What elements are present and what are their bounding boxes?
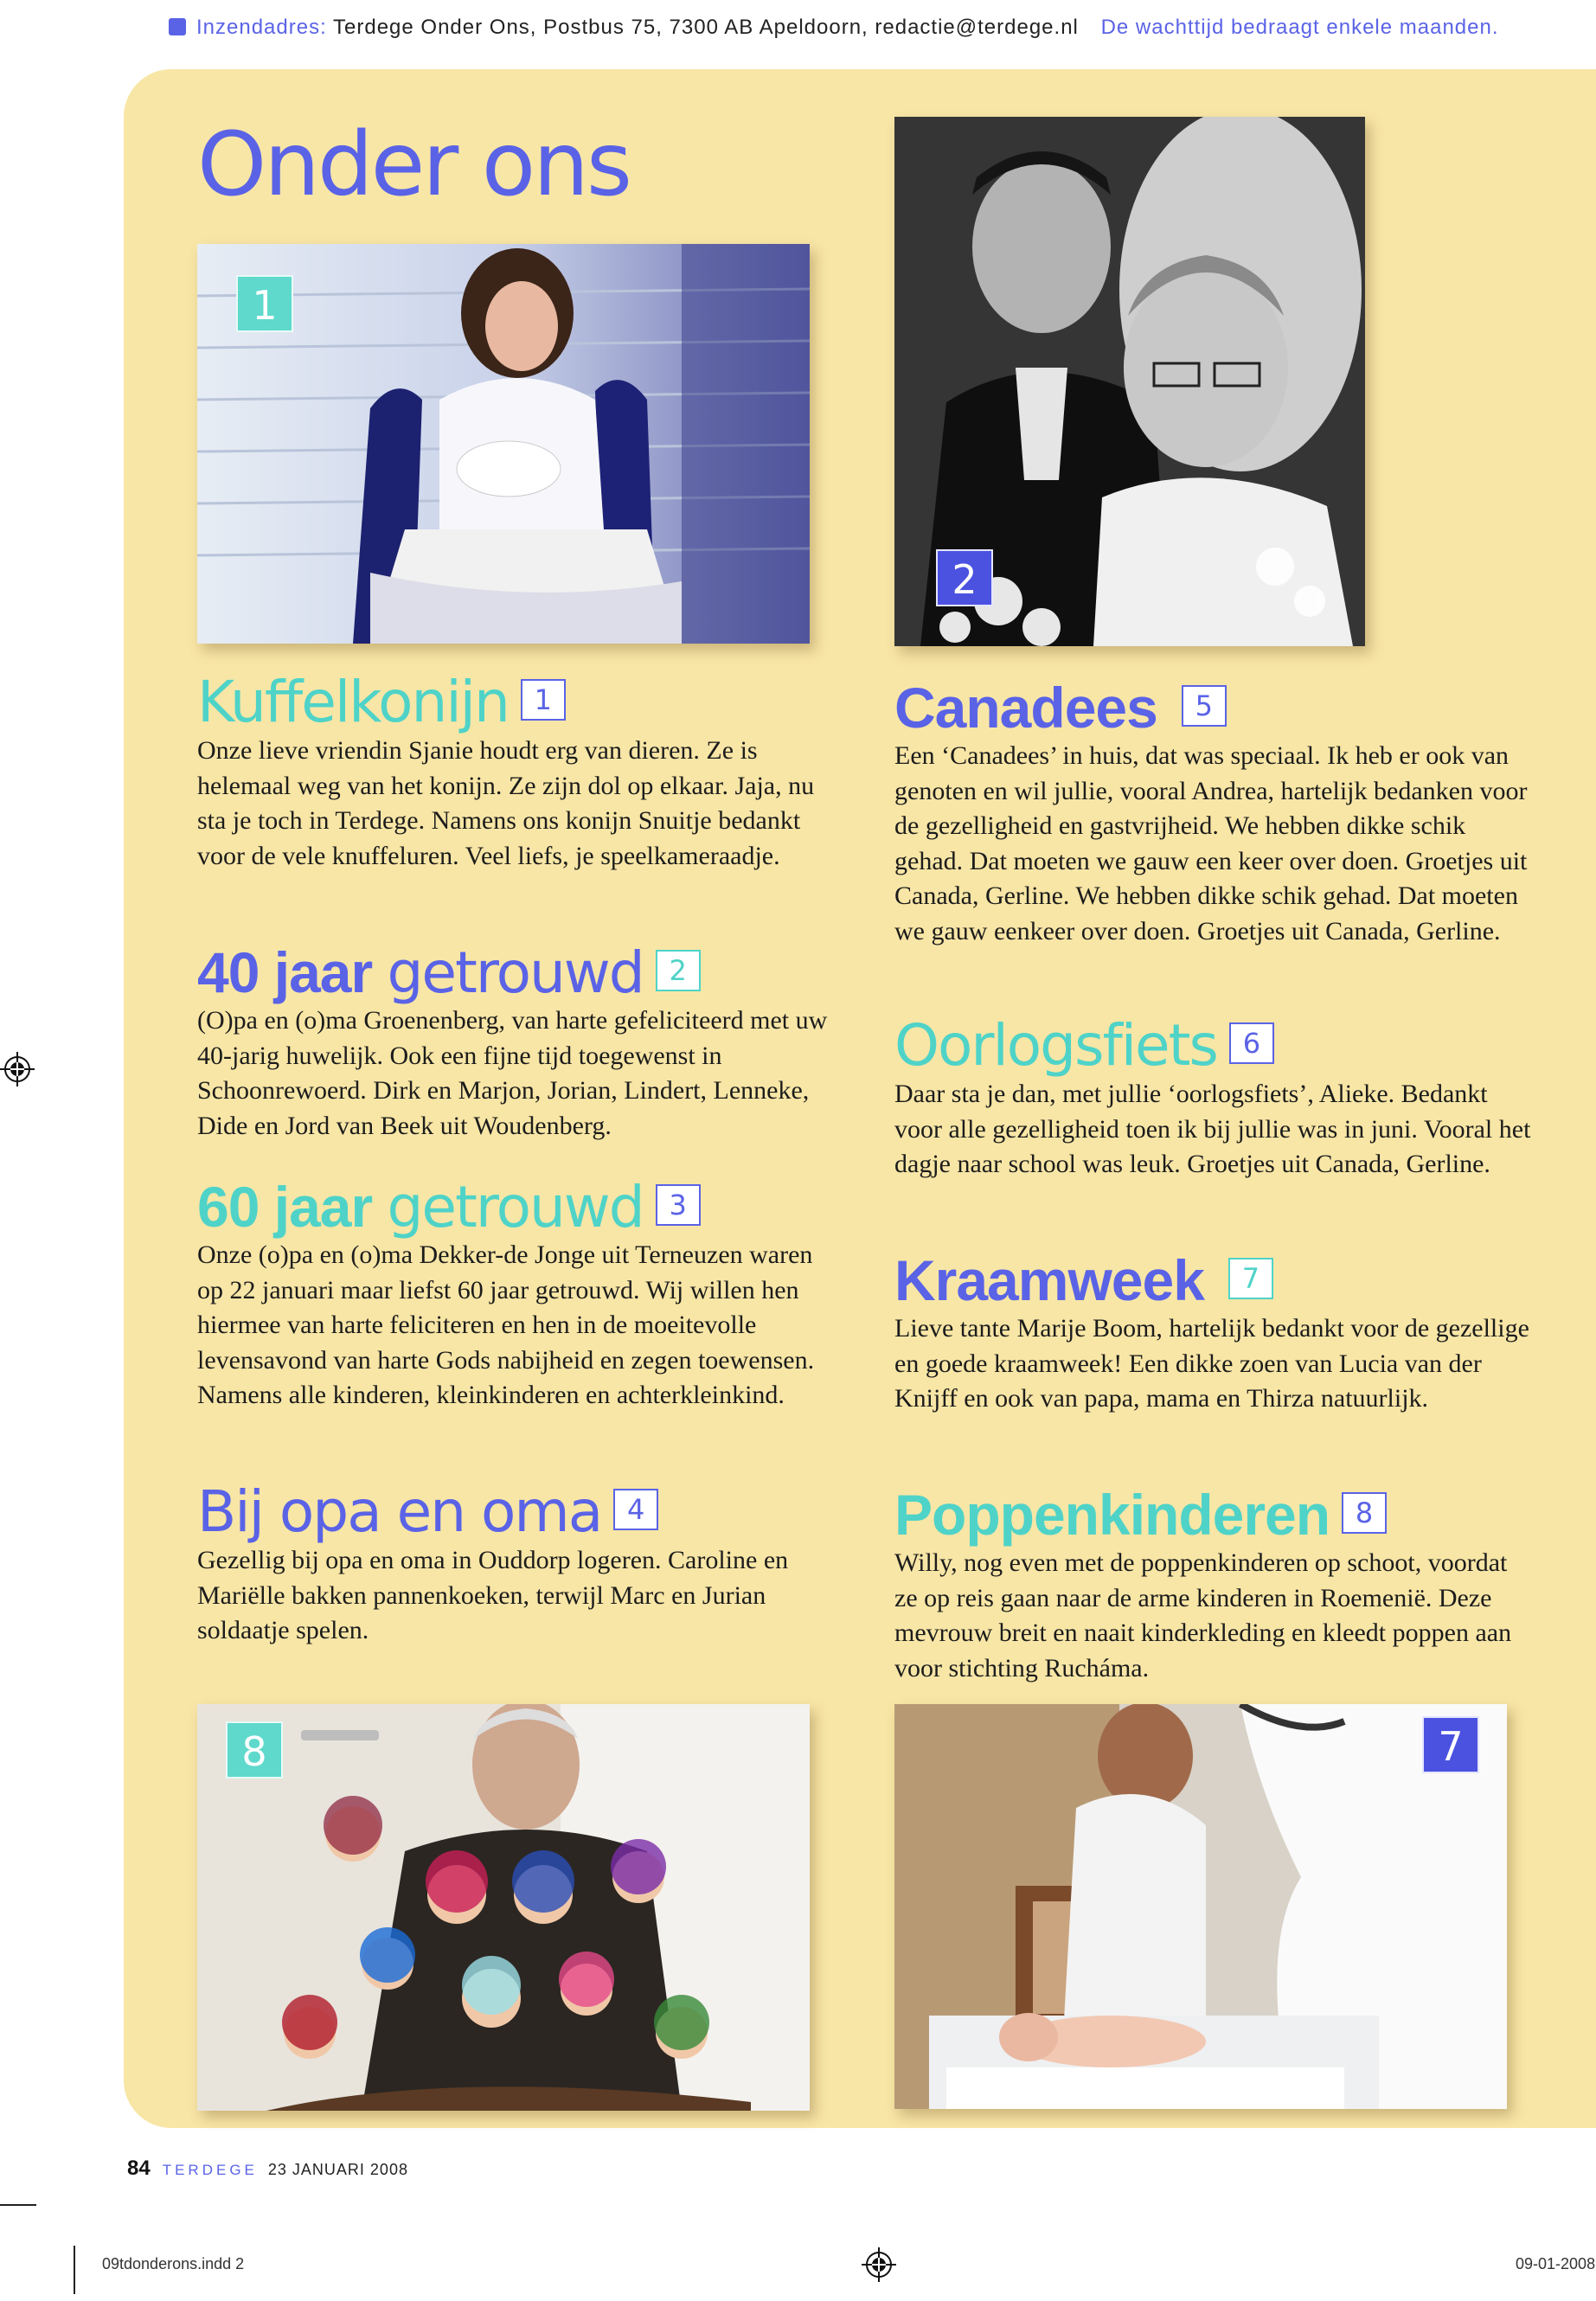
submission-label: Inzendadres: [196,16,327,39]
section-title: Kraamweek [894,1248,1204,1312]
submission-address: Terdege Onder Ons, Postbus 75, 7300 AB Apeldoorn, redactie@terdege.nl [333,16,1079,39]
magazine-name: TERDEGE [162,2162,258,2178]
section-number-badge: 1 [521,679,566,721]
page-title: Onder ons [197,113,630,216]
section-bij-opa-en-oma [197,1477,837,1649]
section-40-jaar-getrouwd [197,938,837,1144]
section-body: Onze (o)pa en (o)ma Dekker-de Jonge uit Terneuzen waren op 22 januari maar liefst 60 jaar getrouwd. Wij willen hen hiermee van harte feliciteren en hen in de moeitevolle levensavond van harte Gods nabijheid en zegen toewensen. Namens alle kinderen, kleinkinderen en achterkleinkind. [197,1240,815,1409]
section-canadees [894,673,1535,949]
photo-2 [894,117,1365,646]
section-number-badge: 8 [1342,1492,1387,1534]
page-footer [127,2157,408,2181]
section-heading [894,673,1535,742]
registration-mark-icon [862,2247,896,2282]
section-heading [894,1480,1535,1549]
slug-filename: 09tdonderons.indd 2 [102,2255,245,2272]
section-title: Poppenkinderen [894,1483,1330,1547]
section-body: Lieve tante Marije Boom, hartelijk bedankt voor de gezellige en goede kraamweek! Een dikke zoen van Lucia van der Knijff en ook van papa, mama en Thirza natuurlijk. [894,1314,1529,1413]
photo-8 [197,1704,810,2111]
submission-info [169,16,1499,40]
section-heading [197,668,837,737]
section-number-badge: 2 [656,950,701,991]
section-body: (O)pa en (o)ma Groenenberg, van harte gefeliciteerd met uw 40-jarig huwelijk. Ook een fijne tijd toegewenst in Schoonrewoerd. Dirk en Marjon, Jorian, Lindert, Lenneke, Dide en Jord van Beek uit Woudenberg. [197,1006,828,1140]
photo-badge-2: 2 [936,549,993,606]
section-number-badge: 6 [1229,1022,1274,1064]
section-body: Onze lieve vriendin Sjanie houdt erg van dieren. Ze is helemaal weg van het konijn. Ze zijn dol op elkaar. Jaja, nu sta je toch in Terdege. Namens ons konijn Snuitje bedankt voor de vele knuffeluren. Veel liefs, je speelkameraadje. [197,736,815,870]
section-title-bold: 40 jaar [197,940,373,1004]
section-number-badge: 4 [613,1489,658,1530]
section-heading [197,938,837,1007]
section-poppenkinderen [894,1480,1535,1686]
photo-7 [894,1704,1507,2109]
section-body: Willy, nog even met de poppenkinderen op schoot, voordat ze op reis gaan naar de arme kinderen in Roemenië. Deze mevrouw breit en naait kinderkleding en kleedt poppen aan voor stichting Rucháma. [894,1548,1512,1682]
section-number-badge: 5 [1182,685,1227,727]
section-kuffelkonijn [197,668,837,874]
photo-1 [197,244,810,644]
section-title: Bij opa en oma [197,1478,602,1545]
section-heading [894,1246,1535,1315]
crop-mark [74,2246,75,2294]
section-body: Daar sta je dan, met jullie ‘oorlogsfiets’, Alieke. Bedankt voor alle gezelligheid toen ik bij jullie was in juni. Vooral het dagje naar school was leuk. Groetjes uit Canada, Gerline. [894,1080,1531,1178]
crop-mark [0,2204,36,2206]
photo-nurse-newborn [894,1704,1507,2109]
section-title: Oorlogsfiets [894,1012,1217,1079]
section-oorlogsfiets [894,1011,1535,1183]
section-title: Kuffelkonijn [197,669,509,735]
slug-date: 09-01-2008 [1516,2255,1596,2272]
section-heading [894,1011,1535,1080]
section-heading [197,1172,837,1241]
section-body: Gezellig bij opa en oma in Ouddorp logeren. Caroline en Mariëlle bakken pannenkoeken, terwijl Marc en Jurian soldaatje spelen. [197,1546,789,1644]
photo-badge-8: 8 [226,1721,283,1779]
photo-badge-1: 1 [236,275,293,332]
page-number: 84 [127,2157,151,2180]
section-heading [197,1477,837,1547]
photo-badge-7: 7 [1422,1716,1479,1773]
section-kraamweek [894,1246,1535,1417]
photo-woman-dolls [197,1704,810,2111]
square-bullet-icon [169,18,186,35]
section-number-badge: 7 [1228,1258,1273,1299]
waiting-time-note: De wachttijd bedraagt enkele maanden. [1100,16,1499,39]
section-60-jaar-getrouwd [197,1172,837,1413]
issue-date: 23 JANUARI 2008 [267,2161,408,2178]
registration-mark-icon [0,1052,35,1086]
section-title: Canadees [894,676,1157,740]
section-title-light: getrouwd [387,1174,644,1240]
section-title-bold: 60 jaar [197,1175,373,1239]
section-title-light: getrouwd [387,939,644,1006]
section-body: Een ‘Canadees’ in huis, dat was speciaal. Ik heb er ook van genoten en wil jullie, vooral Andrea, hartelijk bedanken voor de gezelligheid en gastvrijheid. We hebben dikke schik gehad. Dat moeten we gauw een keer over doen. Groetjes uit Canada, Gerline. We hebben dikke schik gehad. Dat moeten we gauw eenkeer over doen. Groetjes uit Canada, Gerline. [894,741,1528,945]
section-number-badge: 3 [656,1184,701,1226]
